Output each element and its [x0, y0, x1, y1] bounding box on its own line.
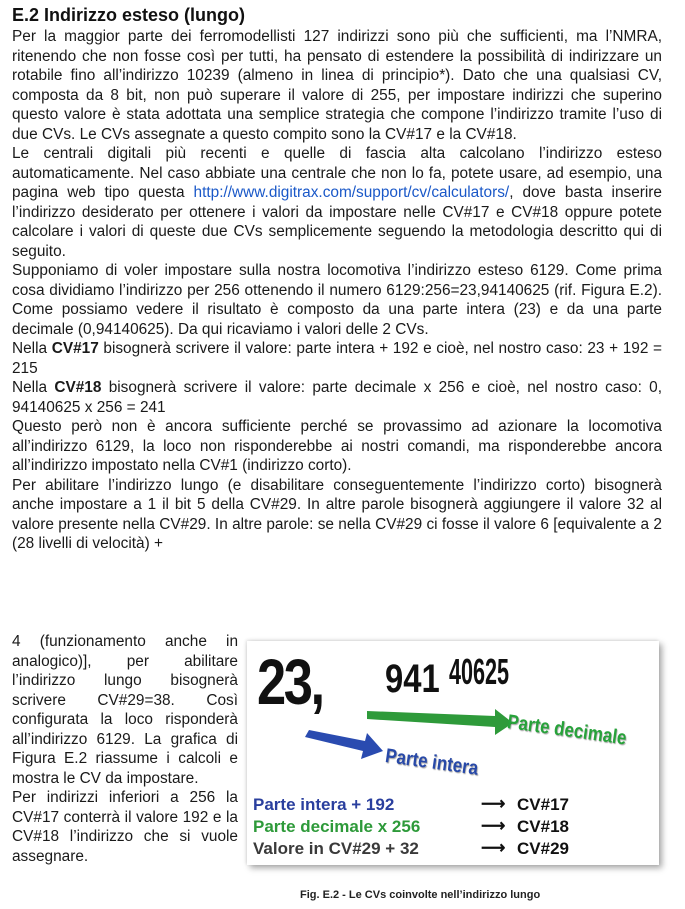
section-title: E.2 Indirizzo esteso (lungo): [12, 5, 246, 25]
division-result: [257, 645, 510, 719]
figure-e2: [247, 641, 659, 865]
paragraph-calculator: [12, 144, 662, 261]
right-arrow-icon: ⟶: [481, 794, 506, 813]
paragraph-intro: Per la maggior parte dei ferromodellisti 127 indirizzi sono più che sufficienti, ma l’NMRA, ritenendo che non fosse così per tutti, ha pensato di estendere la possibilità di indirizzare un rotabile fino all’indirizzo 10239 (almeno in linea di principio*). Dato che una qualsiasi CV, composta da 8 bit, non può superare il valore di 255, per impostare indirizzi che superino questo valore è stata adottata una semplice strategia che compone l’indirizzo tramite l’uso di due CVs. Le CVs assegnate a questo compito sono la CV#17 e la CV#18.: [12, 28, 662, 143]
mapping-cv: CV#29: [517, 839, 569, 858]
mapping-cv: CV#18: [517, 817, 569, 836]
cv18-label: CV#18: [54, 379, 102, 396]
paragraph-not-sufficient: Questo però non è ancora sufficiente perché se provassimo ad azionare la locomotiva all’indirizzo 6129, la loco non risponderebbe ai nostri comandi, ma risponderebbe ancora all’indirizzo impostato nella CV#1 (indirizzo corto).: [12, 418, 662, 474]
page: [12, 4, 662, 554]
mapping-formula: Parte decimale x 256: [253, 817, 421, 836]
result-integer-part: 23,: [257, 646, 323, 718]
figure-caption: Fig. E.2 - Le CVs coinvolte nell’indirizzo lungo: [300, 889, 541, 901]
label-integer-part: Parte intera: [383, 745, 480, 780]
paragraph-enable-long-cont: 4 (funzionamento anche in analogico)], per abilitare l’indirizzo lungo bisognerà scrivere CV#29=38. Così configurata la loco risponderà all’indirizzo 6129. La grafica di Figura E.2 riassume i calcoli e mostra le CV da impostare.: [12, 633, 238, 787]
cv-mapping-row: [253, 795, 653, 817]
label-decimal-part: Parte decimale: [505, 711, 628, 750]
result-decimal-a: 941: [385, 657, 440, 701]
cv18-text: bisognerà scrivere il valore: parte decimale x 256 e cioè, nel nostro caso: 0, 94140625 x 256 = 241: [12, 379, 662, 416]
green-arrow: [367, 709, 513, 735]
cv17-prefix: Nella: [12, 340, 52, 357]
right-arrow-icon: ⟶: [481, 838, 506, 857]
paragraph-low-addresses: Per indirizzi inferiori a 256 la CV#17 conterrà il valore 192 e la CV#18 l’indirizzo che si vuole assegnare.: [12, 789, 238, 865]
mapping-formula: Parte intera + 192: [253, 795, 395, 814]
right-arrow-icon: ⟶: [481, 816, 506, 835]
cv-mapping-row: [253, 839, 653, 861]
cv-mapping-row: [253, 817, 653, 839]
digitrax-calculator-link[interactable]: http://www.digitrax.com/support/cv/calculators/: [193, 184, 510, 201]
mapping-cv: CV#17: [517, 795, 569, 814]
side-text-column: [12, 632, 238, 866]
cv17-label: CV#17: [51, 340, 99, 357]
mapping-formula: Valore in CV#29 + 32: [253, 839, 419, 858]
result-decimal-b: 40625: [449, 651, 510, 692]
cv18-prefix: Nella: [12, 379, 55, 396]
paragraph-calculator-text-b: , dove basta inserire l’indirizzo desiderato per ottenere i valori da impostare nelle CV#17 e CV#18 oppure potete calcolare i valori di queste due CVs semplicemente seguendo la metodologia descritto qui di seguito.: [12, 184, 662, 260]
paragraph-calculator-text-a: Le centrali digitali più recenti e quelle di fascia alta calcolano l’indirizzo esteso automaticamente. Nel caso abbiate una centrale che non lo fa, potete usare, ad esempio, una pagina web tipo questa: [12, 145, 662, 201]
cv-mapping-list: [253, 795, 653, 861]
blue-arrow: [305, 730, 383, 759]
paragraph-cv18: [12, 378, 662, 417]
paragraph-cv17: [12, 339, 662, 378]
paragraph-enable-long: Per abilitare l’indirizzo lungo (e disabilitare conseguentemente l’indirizzo corto) bisognerà anche impostare a 1 il bit 5 della CV#29. In altre parole bisognerà aggiungere il valore 32 al valore presente nella CV#29. In altre parole: se nella CV#29 ci fosse il valore 6 [equivalente a 2 (28 livelli di velocità) +: [12, 476, 662, 552]
paragraph-example: Supponiamo di voler impostare sulla nostra locomotiva l’indirizzo esteso 6129. Come prima cosa dividiamo l’indirizzo per 256 ottenendo il numero 6129:256=23,94140625 (rif. Figura E.2). Come possiamo vedere il risultato è composto da una parte intera (23) e da una parte decimale (0,94140625). Da qui ricaviamo i valori delle 2 CVs.: [12, 262, 662, 338]
cv17-text: bisognerà scrivere il valore: parte intera + 192 e cioè, nel nostro caso: 23 + 192 = 215: [12, 340, 662, 377]
